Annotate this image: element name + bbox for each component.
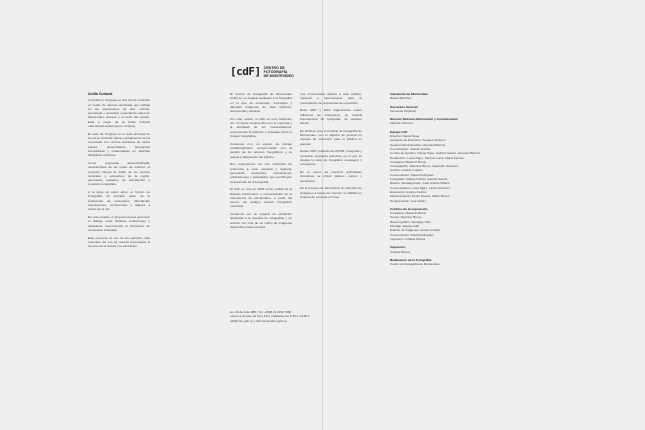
staff-title: Equipo CdF xyxy=(390,129,408,134)
logo-line: FOTOGRAFÍA xyxy=(263,69,288,74)
left-column xyxy=(88,92,150,252)
anilla-heading: Anilla Cultural xyxy=(88,92,113,96)
realization-title: Realización de la Fotografía: xyxy=(390,257,432,262)
staff-line: Investigación: Mauricio Bruno, Alejandro Sánchez xyxy=(390,164,459,169)
staff-line: Asistente de Dirección: Susana Centeno xyxy=(390,138,446,143)
staff-line: Diseño: Santiago Díaz, Juan Andrés Milano xyxy=(390,181,450,186)
middle-paragraph: Nos proponemos ser una institución de referencia a nivel nacional y regional, generando contenidos, exposiciones, publicaciones y actividades que contribuyan al desarrollo de la fotografía. xyxy=(230,162,292,184)
logo-text xyxy=(264,66,294,78)
middle-paragraph: El Centro de Fotografía de Montevideo (CdF) es un espacio dedicado a la fotografía en el que se conservan, investigan y difunden imágenes de valor histórico, documental y artístico. xyxy=(230,92,292,114)
realization-value: Centro de Fotografía de Montevideo xyxy=(390,262,440,267)
left-paragraph: La Anilla en Uruguay es una red de conexión en redes de internet avanzada que trabaja en las instituciones de arte, ciencia, tecnología y sociedad, conectando redes de Montevideo, Europa y el resto del mundo. Está a cargo de la Anilla Cultural Latinoamérica-Europa en Uruguay. xyxy=(88,98,150,129)
right-paragraph: Desde 2007 producimos ZOOM, fotografía y sociedad, programa televisivo en el que se divulga la obra de fotógrafos uruguayos y extranjeros. xyxy=(300,149,362,167)
staff-line: Conservación: Paola Rodríguez xyxy=(390,172,434,177)
exhibition-credits-block xyxy=(390,207,540,241)
logo-line: DE MONTEVIDEO xyxy=(263,73,294,78)
credit-block xyxy=(390,105,540,114)
print-block xyxy=(390,245,540,254)
staff-line: Archivo: Andrés Cuadro xyxy=(390,168,423,173)
staff-line: Curaduría: Mauricio Bruno xyxy=(390,159,427,164)
credit-name: Daniel Martínez xyxy=(390,96,412,101)
middle-column xyxy=(230,92,292,233)
middle-paragraph: Contamos con un espacio de exhibición destinado a la muestra de fotografías y un archivo con más de un millón de imágenes disponibles para consulta. xyxy=(230,212,292,229)
left-paragraph: En este sentido, el proyecto busca promover el diálogo entre distintas instituciones y disciplinas, favoreciendo la circulación de contenidos culturales. xyxy=(88,214,150,232)
right-paragraph: En 2016 se creó el Festival de Fotografía de Montevideo, con el objetivo de generar un espacio de encuentro para el público en general. xyxy=(300,128,362,146)
hours-line: Lunes a viernes de 10 a 19 h | Sábados de 9:30 a 14:30 h xyxy=(230,314,310,319)
cdf-logo xyxy=(230,65,294,78)
exhibition-credit-line: Textos: Mauricio Bruno xyxy=(390,215,422,220)
print-value: Gráfica Mosca xyxy=(390,249,410,254)
contact-footer xyxy=(230,310,310,323)
staff-line: Producción: Lucía Nigro, Ximena Lucia, María Ferraro xyxy=(390,155,465,160)
right-text-column xyxy=(300,92,362,203)
staff-line: Coordinación: Gabriel García xyxy=(390,146,431,151)
credit-name: Marcelo Visconti xyxy=(390,121,413,126)
staff-block xyxy=(390,130,540,203)
staff-line: Fotografía: Andrés Cribari, Gabriel García xyxy=(390,177,448,182)
right-paragraph: En el proceso de administrar la colección de imágenes a través de internet, se habilitó un sistema de consulta en línea. xyxy=(300,186,362,199)
middle-paragraph: El CdF se crea en 2002 como unidad de la División Información y Comunicación de la Intendencia de Montevideo, a partir del acervo del antiguo archivo fotográfico municipal. xyxy=(230,187,292,209)
exhibition-credit-line: Impresión: Gráfica Mosca xyxy=(390,236,426,241)
exhibition-credit-line: Conservación: Paola Rodríguez xyxy=(390,232,434,237)
print-title: Impresión: xyxy=(390,245,406,250)
credit-block xyxy=(390,117,540,126)
realization-block xyxy=(390,258,540,267)
exhibition-credit-line: Diseño gráfico: Santiago Díaz xyxy=(390,219,431,224)
right-paragraph: En el marco de nuestros actividades formativas se dictan talleres, cursos y seminarios. xyxy=(300,170,362,183)
logo-line: CENTRO DE xyxy=(263,65,285,70)
right-paragraph: Entre 2007 y 2015 organizamos cuatro ediciones de Fotograma, un festival internacional de fotografía, de carácter bienal. xyxy=(300,108,362,126)
logo-mark: [cdF] xyxy=(230,65,261,78)
middle-paragraph: Contamos con un equipo de trabajo multidisciplinario comprometido con la gestión de los acervos fotográficos y su puesta a disposición del público. xyxy=(230,141,292,159)
staff-line: Mantenimiento: Pedro Duarte, Milton Bruno xyxy=(390,194,450,199)
left-paragraph: Este proyecto es uno de los ejemplos más recientes del uso de nuevas tecnologías al servicio de la cultura y la educación. xyxy=(88,235,150,249)
left-paragraph: El nodo de Uruguay es el nodo principal de la red en América Latina y actualmente se ha conectado con centros culturales de varios países, desarrollando propuestas innovadoras y colaborativas en distintas disciplinas artísticas. xyxy=(88,131,150,158)
left-paragraph: Como propuesta descentralizada, característica de las redes de internet, el proyecto integra la visión de los centros culturales y educativos de la región, generando espacios de intercambio y creación compartida. xyxy=(88,160,150,187)
exhibition-credits-title: Créditos de la exposición xyxy=(390,206,428,211)
right-paragraph: una convocatoria abierta a todo público, nacional e internacional, para la presentación de propuestas de exposición. xyxy=(300,92,362,105)
staff-line: Gestión Administrativa: Verónica Barrios xyxy=(390,142,446,147)
credit-title: Director División Información y Comunicación xyxy=(390,117,459,122)
web-line: cdf@imm.gub.uy | cdf.montevideo.gub.uy xyxy=(230,318,287,323)
staff-line: Comité de Gestión: Daniel Sosa, Gabriel García, Verónica Barrios xyxy=(390,151,481,156)
credit-block xyxy=(390,92,540,101)
staff-line: Director: Daniel Sosa xyxy=(390,134,420,139)
staff-line: Programación: Ana Castro xyxy=(390,198,427,203)
exhibition-credit-line: Curaduría: Mauricio Bruno xyxy=(390,211,427,216)
address-line: Av. 18 de Julio 885 | Tel. +(598 2) 1950 7960 xyxy=(230,310,292,314)
staff-line: Comunicación: Lucía Nigro, Laura Giménez xyxy=(390,185,451,190)
left-paragraph: A lo largo de estos años, el Centro de Fotografía ha formado parte de la producción de contenidos, difundiendo exposiciones, conferencias y talleres a través de la red. xyxy=(88,190,150,212)
credit-name: Fernando Nopitsch xyxy=(390,108,417,113)
credits-column xyxy=(390,92,540,270)
exhibition-credit-line: Montaje: Equipo CdF xyxy=(390,224,420,229)
credit-title: Intendente de Montevideo xyxy=(390,92,429,96)
credit-title: Secretario General xyxy=(390,104,418,109)
staff-line: Educación: Andrés Cedrés xyxy=(390,189,427,194)
exhibition-credit-line: Edición de imágenes: Andrés Cribari xyxy=(390,228,441,233)
page-fold xyxy=(322,0,323,430)
middle-paragraph: Por este motivo, el CdF es una institución con un fuerte compromiso con la memoria y la identidad de los montevideanos, promoviendo la reflexión y el debate sobre la imagen fotográfica. xyxy=(230,116,292,139)
